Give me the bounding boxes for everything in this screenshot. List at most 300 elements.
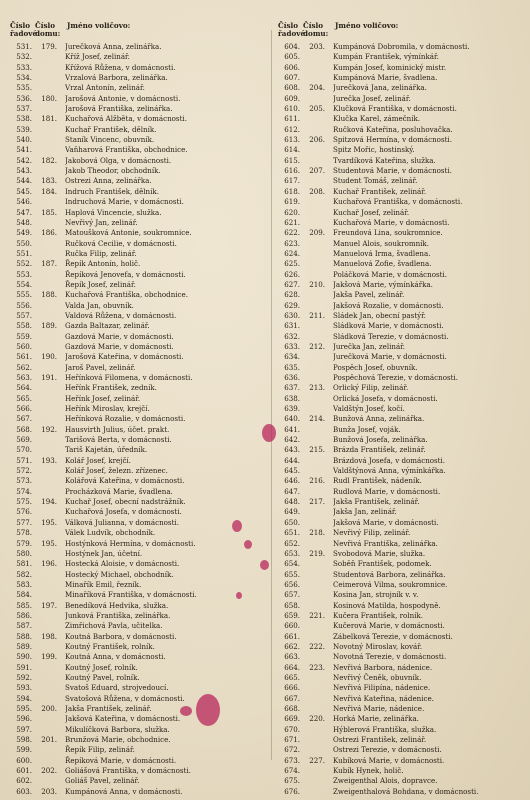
house-number <box>300 787 325 797</box>
house-number <box>32 404 57 414</box>
voter-row <box>10 611 268 621</box>
house-number: 186. <box>41 228 57 238</box>
voter-name: Studentová Barbora, zelinářka. <box>333 569 446 579</box>
row-number: 575. <box>16 497 32 507</box>
voter-name: Student Tomáš, zelinář. <box>333 176 418 186</box>
row-number: 662. <box>284 641 300 651</box>
row-number: 535. <box>16 83 32 93</box>
voter-name: Kuchařová Josefa, v domácnosti. <box>65 507 182 517</box>
voter-name: Vaňharová Františka, obchodnice. <box>65 145 188 155</box>
house-number <box>300 673 325 683</box>
voter-name: Kuchař František, zelinář. <box>333 186 427 196</box>
house-number <box>300 73 325 83</box>
voter-row <box>278 776 526 786</box>
voter-name: Jarošová Antonie, v domácnosti. <box>65 93 181 103</box>
voter-row <box>278 301 526 311</box>
voter-name: Zweigenthal Alois, dopravce. <box>333 776 438 786</box>
voter-name: Kumpánová Dobromila, v domácnosti. <box>333 42 470 51</box>
voter-row <box>10 580 268 590</box>
house-number <box>32 714 57 724</box>
voter-name: Jurečka Jan, zelinář. <box>333 341 406 351</box>
voter-name: Jakšová Marie, v domácnosti. <box>333 517 439 527</box>
voter-name: Ceimerová Vilma, soukromnice. <box>333 579 448 589</box>
house-number: 179. <box>41 42 57 51</box>
voter-row <box>10 456 268 466</box>
voter-row <box>10 683 268 693</box>
voter-row <box>10 290 268 300</box>
house-number: 205. <box>309 104 325 114</box>
voter-row <box>10 42 268 52</box>
row-number: 558. <box>16 321 32 331</box>
voter-name: Válková Julianna, v domácnosti. <box>65 517 179 527</box>
row-number: 589. <box>16 641 32 651</box>
house-number <box>32 414 57 424</box>
row-number: 635. <box>284 362 300 372</box>
row-number: 594. <box>16 693 32 703</box>
row-number: 574. <box>16 486 32 496</box>
voter-name: Indruchová Marie, v domácnosti. <box>65 197 184 207</box>
row-number: 621. <box>284 217 300 227</box>
house-number: 201. <box>41 735 57 745</box>
voter-row <box>10 156 268 166</box>
voter-row <box>278 652 526 662</box>
house-number: 180. <box>41 93 57 103</box>
row-number: 663. <box>284 652 300 662</box>
voter-row <box>10 259 268 269</box>
voter-name: Koutný František, rolník. <box>65 641 155 651</box>
row-number: 562. <box>16 362 32 372</box>
row-number: 569. <box>16 435 32 445</box>
row-number: 649. <box>284 507 300 517</box>
row-number: 595. <box>16 704 32 713</box>
row-number: 545. <box>16 186 32 196</box>
voter-row <box>10 176 268 186</box>
voter-name: Jurečka Josef, zelinář. <box>333 93 411 103</box>
house-number <box>300 652 325 662</box>
voter-row <box>10 125 268 135</box>
row-number: 660. <box>284 621 300 631</box>
voter-row <box>278 228 526 238</box>
voter-row <box>10 404 268 414</box>
voter-name: Spitz Mořic, hostinský. <box>333 145 415 155</box>
house-number <box>300 590 325 600</box>
voter-name: Tariš Kajetán, úředník. <box>65 445 148 455</box>
house-number <box>300 94 325 104</box>
row-number: 593. <box>16 683 32 693</box>
left-header <box>10 22 268 44</box>
row-number: 584. <box>16 590 32 600</box>
house-number <box>300 456 325 466</box>
voter-name: Ručka Filip, zelinář. <box>65 248 137 258</box>
row-number: 664. <box>284 662 300 672</box>
voter-name: Zimřichová Pavla, učitelka. <box>65 621 163 631</box>
house-number <box>300 363 325 373</box>
voter-row <box>278 735 526 745</box>
voter-name: Kuchařová Františka, obchodnice. <box>65 290 188 300</box>
voter-row <box>10 383 268 393</box>
row-number: 628. <box>284 290 300 300</box>
voter-name: Hausvirth Julius, účet. prakt. <box>65 424 170 434</box>
voter-row <box>10 239 268 249</box>
voter-name: Jakša Pavel, zelinář. <box>333 290 405 300</box>
row-number: 614. <box>284 145 300 155</box>
row-number: 552. <box>16 259 32 269</box>
house-number <box>32 642 57 652</box>
voter-name: Mikulíčková Barbora, služka. <box>65 724 170 734</box>
house-number <box>32 621 57 631</box>
row-number: 548. <box>16 217 32 227</box>
voter-name: Nevřivá Marie, nádenice. <box>333 704 425 713</box>
voter-name: Procházková Marie, švadlena. <box>65 486 173 496</box>
house-number <box>32 776 57 786</box>
voter-name: Jurečková Jana, zelinářka. <box>333 83 427 93</box>
row-number: 579. <box>16 538 32 548</box>
voter-row <box>10 642 268 652</box>
house-number <box>300 570 325 580</box>
voter-name: Brázda František, zelinář. <box>333 445 426 455</box>
voter-name: Staník Vincenc, obuvník. <box>65 135 155 145</box>
row-number: 602. <box>16 776 32 786</box>
ink-stain <box>196 694 220 726</box>
voter-name: Gazda Baltazar, zelinář. <box>65 321 150 331</box>
voter-name: Soběň František, podomek. <box>333 559 432 569</box>
row-number: 633. <box>284 341 300 351</box>
house-number <box>32 611 57 621</box>
voter-row <box>10 73 268 83</box>
voter-name: Brázdová Josefa, v domácnosti. <box>333 455 446 465</box>
row-number: 640. <box>284 414 300 424</box>
voter-row <box>10 466 268 476</box>
voter-row <box>278 394 526 404</box>
voter-name: Manuelová Irma, švadlena. <box>333 248 431 258</box>
house-number: 202. <box>41 766 57 776</box>
house-number: 185. <box>41 207 57 217</box>
voter-row <box>10 52 268 62</box>
row-number: 563. <box>16 373 32 382</box>
house-number <box>300 621 325 631</box>
house-number <box>300 321 325 331</box>
right-column <box>278 22 526 797</box>
voter-name: Rudlová Marie, v domácnosti. <box>333 486 441 496</box>
voter-row <box>278 135 526 145</box>
house-number <box>300 507 325 517</box>
voter-row <box>278 663 526 673</box>
row-number: 581. <box>16 559 32 569</box>
row-number: 653. <box>284 548 300 558</box>
voter-name: Vrzalová Barbora, zelinářka. <box>65 73 168 83</box>
house-number <box>300 518 325 528</box>
voter-row <box>278 197 526 207</box>
voter-name: Jakša František, zelinář. <box>333 497 420 507</box>
voter-row <box>278 590 526 600</box>
row-number: 577. <box>16 517 32 527</box>
voter-row <box>278 549 526 559</box>
house-number <box>300 156 325 166</box>
voter-row <box>278 104 526 114</box>
voter-row <box>10 342 268 352</box>
voter-name: Brunžová Marie, obchodnice. <box>65 735 171 745</box>
voter-row <box>10 476 268 486</box>
voter-name: Sládek Jan, obecní pastýř. <box>333 310 427 320</box>
voter-row <box>278 539 526 549</box>
house-number: 217. <box>309 497 325 507</box>
house-number <box>300 270 325 280</box>
house-number <box>32 249 57 259</box>
voter-name: Heřínk Josef, zelinář. <box>65 393 141 403</box>
voter-row <box>278 280 526 290</box>
house-number <box>300 487 325 497</box>
row-number: 588. <box>16 631 32 641</box>
voter-row <box>278 445 526 455</box>
house-number <box>300 435 325 445</box>
row-number: 674. <box>284 766 300 776</box>
voter-row <box>278 290 526 300</box>
voter-name: Valdová Růžena, v domácnosti. <box>65 310 177 320</box>
voter-row <box>278 414 526 424</box>
row-number: 669. <box>284 714 300 724</box>
voter-name: Gazdová Marie, v domácnosti. <box>65 341 174 351</box>
row-number: 532. <box>16 52 32 62</box>
voter-name: Hýblerová Františka, služka. <box>333 724 437 734</box>
voter-name: Svatošová Růžena, v domácnosti. <box>65 693 185 703</box>
voter-row <box>278 259 526 269</box>
house-number: 189. <box>41 321 57 331</box>
row-number: 582. <box>16 569 32 579</box>
voter-row <box>10 363 268 373</box>
house-number <box>300 52 325 62</box>
row-number: 572. <box>16 466 32 476</box>
row-number: 598. <box>16 735 32 745</box>
row-number: 570. <box>16 445 32 455</box>
voter-row <box>10 507 268 517</box>
voter-name: Novotný Miroslav, kovář. <box>333 641 423 651</box>
voter-name: Orlický Filip, zelinář. <box>333 383 409 393</box>
voter-row <box>278 208 526 218</box>
voter-name: Ostrezi Terezie, v domácnosti. <box>333 745 442 755</box>
house-number <box>300 735 325 745</box>
voter-name: Ručková Cecilie, v domácnosti. <box>65 238 177 248</box>
house-number <box>32 239 57 249</box>
voter-name: Kolářová Kateřina, v domácnosti. <box>65 476 185 486</box>
voter-name: Nevřivá Barbora, nádenice. <box>333 662 433 672</box>
voter-row <box>278 766 526 776</box>
house-number <box>300 114 325 124</box>
voter-name: Poláčková Marie, v domácnosti. <box>333 269 448 279</box>
row-number: 531. <box>16 42 32 51</box>
row-number: 567. <box>16 414 32 424</box>
column-divider <box>271 30 272 760</box>
row-number: 671. <box>284 735 300 745</box>
voter-name: Hostecká Aloisie, v domácnosti. <box>65 559 180 569</box>
house-number: 199. <box>41 652 57 662</box>
voter-name: Kubík Hynek, holič. <box>333 766 404 776</box>
voter-name: Koutná Anna, v domácnosti. <box>65 652 166 662</box>
row-number: 611. <box>284 114 300 124</box>
voter-name: Freundová Lina, soukromnice. <box>333 228 443 238</box>
voter-row <box>278 373 526 383</box>
house-number <box>32 466 57 476</box>
voter-name: Kubíková Marie, v domácnosti. <box>333 755 445 765</box>
row-number: 650. <box>284 517 300 527</box>
voter-row <box>10 301 268 311</box>
voter-name: Bunža Josef, voják. <box>333 424 401 434</box>
row-number: 617. <box>284 176 300 186</box>
house-number <box>300 766 325 776</box>
row-number: 604. <box>284 42 300 51</box>
voter-name: Křížová Růžena, v domácnosti. <box>65 62 176 72</box>
voter-row <box>10 766 268 776</box>
house-number: 207. <box>309 166 325 176</box>
voter-row <box>10 601 268 611</box>
house-number <box>300 580 325 590</box>
house-number <box>32 756 57 766</box>
house-number: 181. <box>41 114 57 124</box>
row-number: 585. <box>16 600 32 610</box>
voter-name: Valdštýnová Anna, výmínkářka. <box>333 466 446 476</box>
row-number: 547. <box>16 207 32 217</box>
row-number: 539. <box>16 124 32 134</box>
voter-name: Tarišová Berta, v domácnosti. <box>65 435 172 445</box>
voter-row <box>278 42 526 52</box>
house-number <box>300 259 325 269</box>
house-number: 203. <box>41 786 57 796</box>
row-number: 666. <box>284 683 300 693</box>
house-number <box>32 197 57 207</box>
voter-row <box>278 332 526 342</box>
house-number <box>300 218 325 228</box>
voter-name: Řepíková Jenovefa, v domácnosti. <box>65 269 186 279</box>
voter-row <box>10 445 268 455</box>
house-number <box>32 332 57 342</box>
house-number <box>32 104 57 114</box>
house-number <box>32 145 57 155</box>
house-number: 211. <box>309 310 325 320</box>
row-number: 636. <box>284 373 300 382</box>
row-number: 613. <box>284 135 300 145</box>
voter-name: Heřínková Rozalie, v domácnosti. <box>65 414 186 424</box>
voter-name: Kuchařová Alžběta, v domácnosti. <box>65 114 187 124</box>
house-number <box>32 166 57 176</box>
house-number <box>300 249 325 259</box>
row-number: 610. <box>284 104 300 114</box>
row-number: 586. <box>16 610 32 620</box>
voter-name: Hostecký Michael, obchodník. <box>65 569 174 579</box>
house-number <box>300 704 325 714</box>
row-number: 661. <box>284 631 300 641</box>
row-number: 656. <box>284 579 300 589</box>
right-voter-list <box>278 42 526 797</box>
row-number: 542. <box>16 155 32 165</box>
row-number: 571. <box>16 455 32 465</box>
row-number: 654. <box>284 559 300 569</box>
house-number <box>32 549 57 559</box>
voter-row <box>10 414 268 424</box>
house-number <box>32 135 57 145</box>
ink-stain <box>232 520 242 532</box>
voter-row <box>278 601 526 611</box>
voter-name: Nevřivý Filip, zelinář. <box>333 528 411 538</box>
row-number: 550. <box>16 238 32 248</box>
voter-row <box>10 63 268 73</box>
voter-name: Matoušková Antonie, soukromnice. <box>65 228 192 238</box>
house-number: 219. <box>309 548 325 558</box>
voter-row <box>278 632 526 642</box>
voter-row <box>10 570 268 580</box>
voter-name: Koutná Barbora, v domácnosti. <box>65 631 177 641</box>
row-number: 556. <box>16 300 32 310</box>
voter-row <box>278 528 526 538</box>
house-number: 190. <box>41 352 57 362</box>
row-number: 624. <box>284 248 300 258</box>
row-number: 600. <box>16 755 32 765</box>
house-number <box>300 239 325 249</box>
voter-row <box>10 311 268 321</box>
voter-row <box>278 570 526 580</box>
voter-row <box>10 497 268 507</box>
row-number: 597. <box>16 724 32 734</box>
voter-row <box>278 383 526 393</box>
row-number: 675. <box>284 776 300 786</box>
house-number: 195. <box>41 538 57 548</box>
row-number: 609. <box>284 93 300 103</box>
voter-row <box>10 352 268 362</box>
house-number <box>300 373 325 383</box>
voter-row <box>278 166 526 176</box>
house-number: 215. <box>309 445 325 455</box>
row-number: 641. <box>284 424 300 434</box>
house-number <box>32 694 57 704</box>
house-number: 223. <box>309 662 325 672</box>
house-number <box>300 352 325 362</box>
row-number: 658. <box>284 600 300 610</box>
house-number <box>300 208 325 218</box>
header-row-number: Číslo řadové: <box>10 21 40 38</box>
voter-name: Jakša Jan, zelinář. <box>333 507 397 517</box>
voter-name: Jarošová Františka, zelinářka. <box>65 104 173 114</box>
header-voter-name: Jméno voličovo: <box>67 21 131 30</box>
header-house-number: Číslo domu: <box>303 21 329 38</box>
voter-row <box>10 632 268 642</box>
row-number: 592. <box>16 672 32 682</box>
row-number: 634. <box>284 352 300 362</box>
house-number <box>32 445 57 455</box>
voter-row <box>278 187 526 197</box>
voter-name: Horká Marie, zelinářka. <box>333 714 419 724</box>
voter-row <box>278 714 526 724</box>
voter-name: Minařík Emil, řezník. <box>65 579 142 589</box>
voter-row <box>10 187 268 197</box>
row-number: 630. <box>284 310 300 320</box>
voter-row <box>278 363 526 373</box>
voter-row <box>10 208 268 218</box>
voter-name: Koutný Josef, rolník. <box>65 662 138 672</box>
row-number: 651. <box>284 528 300 538</box>
row-number: 657. <box>284 590 300 600</box>
house-number: 212. <box>309 341 325 351</box>
voter-name: Gazdová Marie, v domácnosti. <box>65 331 174 341</box>
row-number: 638. <box>284 393 300 403</box>
row-number: 644. <box>284 455 300 465</box>
voter-name: Studentová Marie, v domácnosti. <box>333 166 452 176</box>
voter-name: Jakšová Rozalie, v domácnosti. <box>333 300 444 310</box>
voter-row <box>278 559 526 569</box>
header-row-number: Číslo řadové: <box>278 21 308 38</box>
row-number: 564. <box>16 383 32 393</box>
row-number: 590. <box>16 652 32 662</box>
voter-name: Bunžová Josefa, zelinářka. <box>333 435 428 445</box>
house-number: 184. <box>41 186 57 196</box>
voter-row <box>10 373 268 383</box>
